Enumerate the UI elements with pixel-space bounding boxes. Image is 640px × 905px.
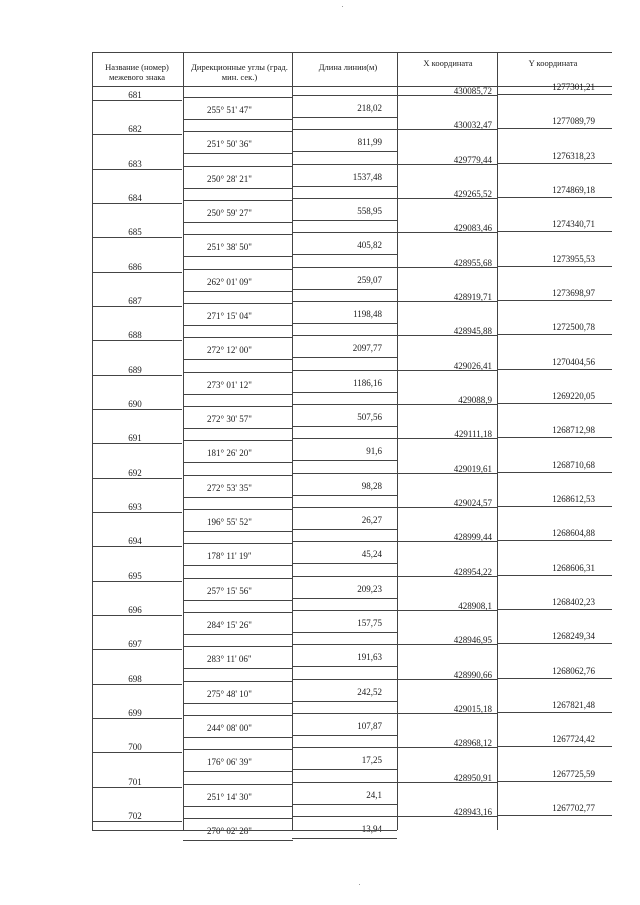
row-line (292, 769, 397, 770)
mark-name: 687 (128, 295, 142, 306)
segment-angle: 181° 26' 20" (207, 448, 252, 459)
row-line (397, 610, 497, 611)
segment-length: 259,07 (357, 274, 382, 285)
row-line (292, 666, 397, 667)
y-coordinate: 1272500,78 (552, 322, 595, 333)
mark-name: 685 (128, 227, 142, 238)
row-line (397, 644, 497, 645)
mark-name: 692 (128, 467, 142, 478)
segment-angle: 283° 11' 06" (207, 654, 252, 665)
row-line (292, 460, 397, 461)
row-line (292, 529, 397, 530)
row-line (497, 472, 612, 473)
row-line (497, 643, 612, 644)
row-line (292, 838, 397, 839)
y-coordinate: 1273955,53 (552, 253, 595, 264)
y-coordinate: 1268249,34 (552, 631, 595, 642)
row-line (92, 546, 182, 547)
segment-length: 507,56 (357, 412, 382, 423)
row-line (92, 340, 182, 341)
segment-angle: 262° 01' 09" (207, 276, 252, 287)
segment-length: 107,87 (357, 721, 382, 732)
row-line (183, 359, 293, 360)
row-line (92, 306, 182, 307)
segment-angle: 275° 48' 10" (207, 688, 252, 699)
row-line (292, 404, 397, 405)
row-line (397, 129, 497, 130)
segment-length: 98,28 (361, 480, 382, 491)
row-line (183, 303, 293, 304)
row-line (292, 495, 397, 496)
x-coordinate: 428968,12 (453, 738, 492, 749)
row-line (92, 512, 182, 513)
x-coordinate: 429024,57 (453, 497, 492, 508)
header-length: Длина линии(м) (318, 62, 378, 72)
mark-name: 681 (128, 90, 142, 100)
y-coordinate: 1268612,53 (552, 493, 595, 504)
x-coordinate: 429083,46 (453, 223, 492, 234)
row-line (397, 816, 497, 817)
row-line (183, 166, 293, 167)
row-line (183, 578, 293, 579)
segment-angle: 250° 28' 21" (207, 173, 252, 184)
row-line (292, 301, 397, 302)
row-line (497, 781, 612, 782)
row-line (397, 232, 497, 233)
row-line (183, 509, 293, 510)
y-coordinate: 1268710,68 (552, 459, 595, 470)
segment-angle: 196° 55' 52" (207, 517, 252, 528)
segment-length: 405,82 (357, 240, 382, 251)
row-line (183, 394, 293, 395)
row-line (292, 438, 397, 439)
row-line (292, 735, 397, 736)
y-coordinate: 1267821,48 (552, 699, 595, 710)
x-coordinate: 429265,52 (453, 188, 492, 199)
row-line (497, 94, 612, 95)
x-coordinate: 428999,44 (453, 532, 492, 543)
row-line (183, 325, 293, 326)
row-line (397, 267, 497, 268)
row-line (183, 818, 293, 819)
segment-length: 2097,77 (352, 343, 382, 354)
segment-length: 1198,48 (353, 309, 382, 320)
row-line (292, 610, 397, 611)
row-line (183, 531, 293, 532)
row-line (497, 678, 612, 679)
x-coordinate: 428919,71 (453, 291, 492, 302)
row-line (497, 437, 612, 438)
row-line (497, 163, 612, 164)
row-line (292, 254, 397, 255)
row-line (397, 404, 497, 405)
segment-length: 17,25 (361, 755, 382, 766)
row-line (183, 97, 293, 98)
row-line (397, 198, 497, 199)
row-line (183, 119, 293, 120)
segment-angle: 251° 14' 30" (207, 791, 252, 802)
segment-length: 157,75 (357, 618, 382, 629)
row-line (92, 443, 182, 444)
row-line (183, 681, 293, 682)
segment-length: 1537,48 (352, 171, 382, 182)
x-coordinate: 429779,44 (453, 154, 492, 165)
row-line (292, 220, 397, 221)
x-coordinate: 428943,16 (453, 806, 492, 817)
row-line (292, 335, 397, 336)
row-line (183, 565, 293, 566)
row-line (183, 634, 293, 635)
row-line (183, 737, 293, 738)
row-line (183, 668, 293, 669)
y-coordinate: 1268604,88 (552, 528, 595, 539)
segment-angle: 178° 11' 19" (207, 551, 252, 562)
row-line (92, 169, 182, 170)
segment-length: 218,02 (357, 103, 382, 114)
row-line (292, 507, 397, 508)
row-line (183, 497, 293, 498)
segment-angle: 271° 15' 04" (207, 311, 252, 322)
x-coordinate: 428950,91 (453, 772, 492, 783)
row-line (292, 563, 397, 564)
row-line (292, 117, 397, 118)
row-line (397, 713, 497, 714)
row-line (183, 749, 293, 750)
header-y: Y координата (528, 58, 578, 68)
segment-length: 558,95 (357, 206, 382, 217)
segment-length: 811,99 (357, 137, 382, 148)
mark-name: 694 (128, 536, 142, 547)
row-line (92, 478, 182, 479)
x-coordinate: 428946,95 (453, 635, 492, 646)
row-line (497, 231, 612, 232)
row-line (183, 806, 293, 807)
row-line (397, 576, 497, 577)
y-coordinate: 1267724,42 (552, 734, 595, 745)
y-coordinate: 1268606,31 (552, 562, 595, 573)
row-line (397, 473, 497, 474)
row-line (183, 153, 293, 154)
x-coordinate: 429111,18 (454, 429, 492, 440)
mark-name: 686 (128, 261, 142, 272)
y-coordinate: 1276318,23 (552, 150, 595, 161)
row-line (292, 392, 397, 393)
row-line (397, 541, 497, 542)
row-line (397, 164, 497, 165)
mark-name: 693 (128, 501, 142, 512)
segment-angle: 251° 50' 36" (207, 139, 252, 150)
x-coordinate: 429015,18 (453, 703, 492, 714)
page-speck (359, 884, 360, 885)
x-coordinate: 429019,61 (453, 463, 492, 474)
row-line (183, 703, 293, 704)
row-line (183, 543, 293, 544)
row-line (292, 701, 397, 702)
row-line (92, 100, 182, 101)
row-line (292, 644, 397, 645)
y-coordinate: 1268402,23 (552, 596, 595, 607)
x-coordinate: 428908,1 (458, 600, 492, 611)
row-line (397, 507, 497, 508)
row-line (292, 129, 397, 130)
row-line (292, 289, 397, 290)
row-line (92, 237, 182, 238)
row-line (183, 771, 293, 772)
segment-angle: 270° 02' 28" (207, 826, 252, 836)
segment-angle: 273° 01' 12" (207, 379, 252, 390)
segment-angle: 272° 53' 35" (207, 482, 252, 493)
mark-name: 698 (128, 673, 142, 684)
row-line (183, 256, 293, 257)
mark-name: 689 (128, 364, 142, 375)
row-line (92, 787, 182, 788)
x-coordinate: 429088,9 (458, 394, 492, 405)
y-coordinate: 1269220,05 (552, 390, 595, 401)
x-coordinate: 430032,47 (453, 120, 492, 131)
row-line (292, 804, 397, 805)
row-line (292, 164, 397, 165)
row-line (183, 646, 293, 647)
mark-name: 697 (128, 639, 142, 650)
table-column-divider (497, 52, 498, 830)
row-line (497, 334, 612, 335)
header-mark: Название (номер) межевого знака (105, 62, 169, 82)
table-border-top (92, 52, 612, 53)
row-line (292, 473, 397, 474)
y-coordinate: 1270404,56 (552, 356, 595, 367)
header-x: X координата (423, 58, 473, 68)
row-line (397, 335, 497, 336)
mark-name: 700 (128, 742, 142, 753)
row-line (397, 438, 497, 439)
row-line (292, 186, 397, 187)
row-line (497, 712, 612, 713)
row-line (92, 615, 182, 616)
y-coordinate: 1268712,98 (552, 425, 595, 436)
row-line (497, 197, 612, 198)
row-line (92, 375, 182, 376)
row-line (292, 541, 397, 542)
row-line (497, 403, 612, 404)
row-line (183, 612, 293, 613)
row-line (183, 222, 293, 223)
segment-length: 209,23 (357, 583, 382, 594)
row-line (397, 782, 497, 783)
row-line (497, 575, 612, 576)
segment-length: 242,52 (357, 686, 382, 697)
row-line (183, 475, 293, 476)
row-line (292, 632, 397, 633)
mark-name: 684 (128, 192, 142, 203)
row-line (497, 128, 612, 129)
row-line (292, 267, 397, 268)
row-line (183, 234, 293, 235)
segment-length: 191,63 (357, 652, 382, 663)
row-line (497, 815, 612, 816)
x-coordinate: 428954,22 (453, 566, 492, 577)
row-line (183, 131, 293, 132)
row-line (397, 747, 497, 748)
row-line (292, 357, 397, 358)
segment-angle: 272° 30' 57" (207, 414, 252, 425)
row-line (183, 784, 293, 785)
row-line (183, 200, 293, 201)
row-line (292, 370, 397, 371)
row-line (92, 134, 182, 135)
row-line (292, 198, 397, 199)
mark-name: 696 (128, 604, 142, 615)
row-line (397, 95, 497, 96)
mark-name: 682 (128, 124, 142, 135)
y-coordinate: 1277089,79 (552, 116, 595, 127)
mark-name: 701 (128, 776, 142, 787)
row-line (183, 372, 293, 373)
row-line (183, 462, 293, 463)
mark-name: 695 (128, 570, 142, 581)
row-line (497, 506, 612, 507)
y-coordinate: 1267702,77 (552, 802, 595, 813)
row-line (92, 752, 182, 753)
row-line (292, 426, 397, 427)
x-coordinate: 428955,68 (453, 257, 492, 268)
row-line (183, 269, 293, 270)
segment-angle: 250° 59' 27" (207, 208, 252, 219)
row-line (292, 598, 397, 599)
segment-length: 1186,16 (353, 377, 382, 388)
segment-length: 24,1 (366, 789, 382, 800)
row-line (183, 406, 293, 407)
row-line (292, 679, 397, 680)
row-line (92, 409, 182, 410)
row-line (292, 151, 397, 152)
row-line (497, 369, 612, 370)
row-line (397, 301, 497, 302)
row-line (497, 746, 612, 747)
row-line (92, 718, 182, 719)
table-border-bottom (92, 830, 397, 831)
row-line (92, 649, 182, 650)
x-coordinate: 428945,88 (453, 326, 492, 337)
x-coordinate: 428990,66 (453, 669, 492, 680)
row-line (497, 300, 612, 301)
row-line (183, 440, 293, 441)
y-coordinate: 1268062,76 (552, 665, 595, 676)
row-line (497, 266, 612, 267)
mark-name: 691 (128, 433, 142, 444)
segment-angle: 251° 38' 50" (207, 242, 252, 253)
x-coordinate: 430085,72 (453, 86, 492, 96)
row-line (183, 715, 293, 716)
row-line (292, 747, 397, 748)
segment-angle: 272° 12' 00" (207, 345, 252, 356)
x-coordinate: 429026,41 (453, 360, 492, 371)
row-line (183, 600, 293, 601)
row-line (292, 576, 397, 577)
row-line (92, 272, 182, 273)
row-line (183, 188, 293, 189)
row-line (92, 684, 182, 685)
y-coordinate: 1273698,97 (552, 287, 595, 298)
segment-angle: 284° 15' 26" (207, 620, 252, 631)
row-line (183, 428, 293, 429)
row-line (183, 291, 293, 292)
row-line (397, 370, 497, 371)
mark-name: 688 (128, 330, 142, 341)
header-angle: Дирекционные углы (град. мин. сек.) (191, 62, 288, 82)
segment-angle: 244° 08' 00" (207, 723, 252, 734)
row-line (292, 95, 397, 96)
row-line (183, 840, 293, 841)
segment-angle: 257° 15' 56" (207, 585, 252, 596)
y-coordinate: 1277301,21 (552, 82, 595, 92)
row-line (183, 337, 293, 338)
segment-length: 91,6 (366, 446, 382, 457)
mark-name: 690 (128, 398, 142, 409)
row-line (497, 540, 612, 541)
y-coordinate: 1267725,59 (552, 768, 595, 779)
y-coordinate: 1274869,18 (552, 184, 595, 195)
row-line (292, 323, 397, 324)
row-line (397, 679, 497, 680)
row-line (292, 232, 397, 233)
mark-name: 702 (128, 810, 142, 821)
segment-length: 13,94 (361, 824, 382, 834)
row-line (292, 816, 397, 817)
row-line (92, 203, 182, 204)
segment-length: 45,24 (361, 549, 382, 560)
segment-length: 26,27 (361, 515, 382, 526)
segment-angle: 176° 06' 39" (207, 757, 252, 768)
row-line (92, 821, 182, 822)
mark-name: 699 (128, 707, 142, 718)
mark-name: 683 (128, 158, 142, 169)
segment-angle: 255° 51' 47" (207, 105, 252, 116)
row-line (292, 713, 397, 714)
y-coordinate: 1274340,71 (552, 219, 595, 230)
page-speck (342, 6, 343, 7)
row-line (497, 609, 612, 610)
row-line (292, 782, 397, 783)
row-line (92, 581, 182, 582)
